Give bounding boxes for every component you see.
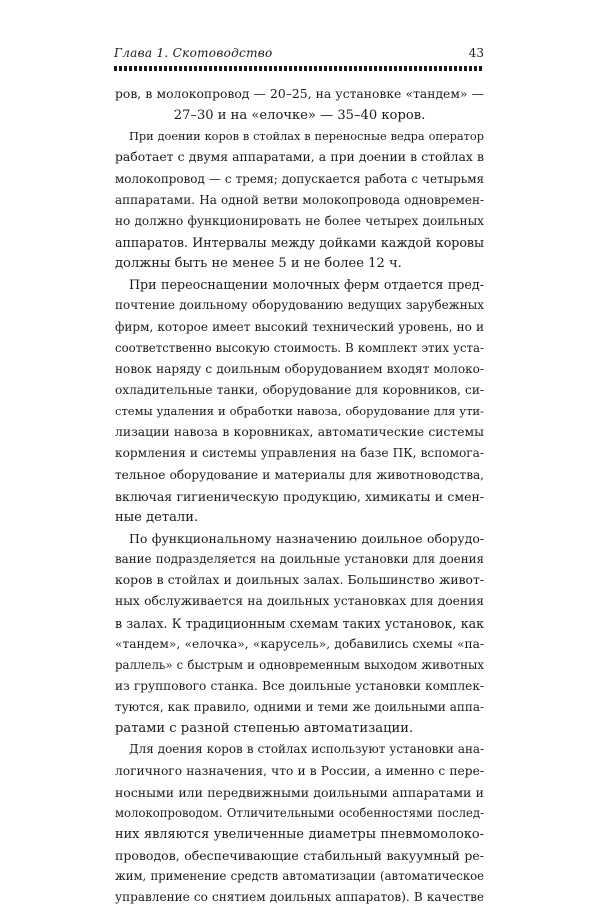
- text-line: ные детали.: [115, 509, 199, 525]
- header-rule: [114, 66, 484, 71]
- text-line: но должно функционировать не более четырех доильных: [115, 213, 484, 228]
- body-text: [115, 84, 484, 908]
- text-line: стемы удаления и обработки навоза, оборудование для ути-: [115, 404, 484, 419]
- text-line: из группового станка. Все доильные установки комплек-: [115, 678, 484, 693]
- text-line: аппаратов. Интервалы между дойками каждой коровы: [115, 234, 484, 250]
- text-line: проводов, обеспечивающие стабильный вакуумный ре-: [115, 848, 484, 864]
- text-line: молокопроводом. Отличительными особенностями послед-: [115, 805, 484, 820]
- text-line: почтение доильному оборудованию ведущих зарубежных: [115, 298, 484, 313]
- text-line: 27–30 и на «елочке» — 35–40 коров.: [173, 108, 426, 124]
- text-line: охладительные танки, оборудование для коровников, си-: [115, 382, 484, 397]
- text-line: жим, применение средств автоматизации (автоматическое: [115, 869, 484, 884]
- text-line: «тандем», «елочка», «карусель», добавились схемы «па-: [115, 636, 484, 651]
- text-line: ных обслуживается на доильных установках для доения: [115, 594, 484, 609]
- text-line: раллель» с быстрым и одновременным выходом животных: [115, 657, 484, 672]
- text-line: туются, как правило, одними и теми же доильными аппа-: [115, 700, 484, 715]
- text-line: фирм, которое имеет высокий технический уровень, но и: [115, 319, 484, 334]
- text-line: кормления и системы управления на базе ПК, вспомога-: [115, 446, 484, 461]
- text-line: соответственно высокую стоимость. В комплект этих уста-: [115, 340, 484, 355]
- page-number: 43: [468, 46, 484, 60]
- text-line: тельное оборудование и материалы для животноводства,: [115, 467, 484, 482]
- text-line: При переоснащении молочных ферм отдается пред-: [129, 277, 484, 293]
- text-line: молокопровод — с тремя; допускается работа с четырьмя: [115, 171, 484, 186]
- text-line: Для доения коров в стойлах используют установки ана-: [129, 742, 484, 757]
- text-line: вание подразделяется на доильные установки для доения: [115, 552, 484, 567]
- running-header: [114, 46, 484, 62]
- text-line: При доении коров в стойлах в переносные ведра оператор: [129, 129, 484, 144]
- text-line: них являются увеличенные диаметры пневмомолоко-: [115, 826, 484, 842]
- text-line: коров в стойлах и доильных залах. Большинство живот-: [115, 573, 484, 588]
- text-line: логичного назначения, что и в России, а именно с пере-: [115, 763, 484, 778]
- text-line: лизации навоза в коровниках, автоматические системы: [115, 425, 484, 440]
- text-line: новок наряду с доильным оборудованием входят молоко-: [115, 361, 484, 376]
- text-line: в залах. К традиционным схемам таких установок, как: [115, 615, 484, 631]
- text-line: включая гигиеническую продукцию, химикаты и смен-: [115, 488, 484, 504]
- text-line: ров, в молокопровод — 20–25, на установке «тандем» —: [115, 87, 484, 101]
- text-line: управление со снятием доильных аппаратов). В качестве: [115, 890, 484, 905]
- text-line: По функциональному назначению доильное оборудо-: [129, 530, 484, 546]
- text-line: носными или передвижными доильными аппаратами и: [115, 784, 484, 800]
- text-line: ратами с разной степенью автоматизации.: [115, 721, 414, 737]
- text-line: аппаратами. На одной ветви молокопровода одновремен-: [115, 192, 484, 207]
- text-line: должны быть не менее 5 и не более 12 ч.: [115, 256, 402, 272]
- text-line: работает с двумя аппаратами, а при доении в стойлах в: [115, 150, 484, 165]
- chapter-title: Глава 1. Скотоводство: [114, 46, 273, 60]
